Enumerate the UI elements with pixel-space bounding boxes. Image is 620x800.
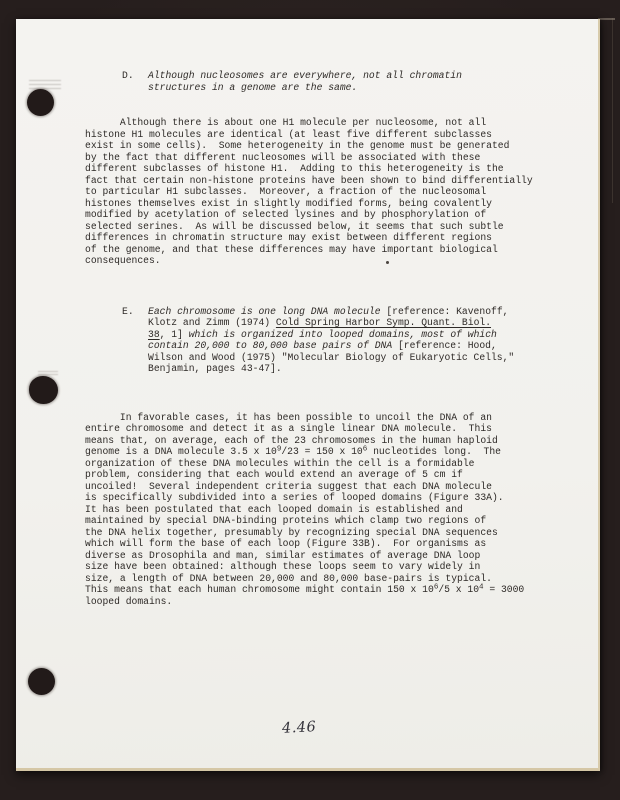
text-line: [85, 198, 575, 210]
hole-punch: [28, 668, 55, 695]
text-line: [85, 163, 575, 175]
text-segment: [reference: Hood,: [392, 340, 497, 351]
heading-E: [122, 306, 575, 375]
text-segment: modified by acetylation of selected lysines and by phosphorylation of: [85, 209, 487, 220]
document-blocks: [85, 70, 575, 607]
heading-E-lines: [148, 306, 575, 375]
text-line: [85, 423, 575, 435]
text-segment: , 1]: [159, 328, 189, 340]
text-segment: differences in chromatin structure may exist between different regions: [85, 232, 492, 243]
text-line: [85, 481, 575, 493]
text-segment: uncoiled! Several independent criteria suggest that each DNA molecule: [85, 480, 492, 492]
text-segment: It has been postulated that each looped domain is established and: [85, 503, 463, 515]
text-line: [85, 232, 575, 244]
text-line: [85, 596, 575, 608]
text-segment: to particular H1 subclasses. Moreover, a fraction of the nucleosomal: [85, 186, 487, 197]
text-segment: fact that certain non-histone proteins have been shown to bind differentially: [85, 174, 533, 186]
text-line: [148, 363, 575, 375]
text-line: [85, 458, 575, 470]
text-line: [85, 550, 575, 562]
text-segment: is specifically subdivided into a series of looped domains (Figure 33A).: [85, 492, 504, 503]
text-segment: which is organized into looped domains, most of which: [188, 328, 497, 340]
text-segment: consequences.: [85, 255, 161, 266]
scan-smudge: [38, 371, 58, 375]
heading-E-label: E.: [122, 305, 134, 317]
text-segment: This means that each human chromosome might contain 150 x 10: [85, 584, 434, 595]
text-line: [85, 117, 575, 129]
text-segment: of the genome, and that these differences may have important biological: [85, 243, 498, 255]
text-segment: Each chromosome is one long DNA molecule: [148, 305, 381, 317]
heading-D: [122, 70, 575, 93]
text-line: [85, 492, 575, 504]
superscript: 4: [479, 583, 484, 592]
text-line: [148, 306, 575, 318]
text-segment: Although nucleosomes are everywhere, not all chromatin: [148, 70, 462, 81]
text-line: [85, 186, 575, 198]
text-segment: organization of these DNA molecules within the cell is a formidable: [85, 457, 475, 469]
text-segment: [reference: Kavenoff,: [380, 305, 509, 317]
text-segment: entire chromosome and detect it as a single linear DNA molecule. This: [85, 423, 492, 434]
text-line: [85, 515, 575, 527]
text-line: [148, 317, 575, 329]
text-segment: size have been obtained: although these loops seem to vary widely in: [85, 561, 481, 572]
hole-punch: [29, 376, 58, 404]
text-segment: selected serines. As will be discussed below, it seems that such subtle: [85, 220, 504, 232]
text-line: [85, 412, 575, 424]
text-line: [85, 527, 575, 539]
text-segment: problem, considering that each would extend an average of 5 cm if: [85, 469, 463, 480]
text-segment: genome is a DNA molecule 3.5 x 10: [85, 446, 277, 457]
text-line: [85, 152, 575, 164]
superscript: 6: [433, 583, 439, 592]
text-segment: the DNA helix together, presumably by recognizing special DNA sequences: [85, 526, 498, 538]
text-segment: nucleotides long. The: [367, 446, 501, 457]
text-segment: exist in some cells). Some heterogeneity in the genome must be generated: [85, 140, 510, 151]
text-segment: Benjamin, pages 43-47].: [148, 363, 282, 374]
page-number: 4.46: [281, 719, 317, 737]
text-segment: In favorable cases, it has been possible to uncoil the DNA of an: [85, 411, 492, 423]
text-line: [85, 561, 575, 573]
text-line: [85, 221, 575, 233]
text-line: [85, 584, 575, 596]
superscript: 9: [276, 445, 282, 454]
text-segment: means that, on average, each of the 23 chromosomes in the human haploid: [85, 434, 498, 446]
text-segment: /23 = 150 x 10: [281, 446, 363, 457]
text-segment: which will form the base of each loop (Figure 33B). For organisms as: [85, 538, 487, 549]
paragraph-1: [85, 117, 575, 267]
text-line: [85, 504, 575, 516]
text-line: [85, 244, 575, 256]
text-line: [85, 538, 575, 550]
text-line: [148, 70, 575, 82]
text-segment: 38: [148, 328, 160, 340]
text-segment: by the fact that different nucleosomes will be associated with these: [85, 151, 481, 163]
text-segment: /5 x 10: [438, 584, 480, 595]
text-line: [85, 573, 575, 585]
heading-D-label: D.: [122, 70, 134, 81]
text-segment: maintained by special DNA-binding proteins which clamp two regions of: [85, 515, 487, 526]
sheet-behind-side-edge: [612, 18, 613, 203]
heading-D-lines: [148, 70, 575, 93]
text-line: [148, 329, 575, 341]
text-line: [148, 340, 575, 352]
text-line: [85, 255, 575, 267]
text-line: [85, 140, 575, 152]
text-segment: histones themselves exist in slightly modified forms, being covalently: [85, 197, 492, 209]
text-segment: contain 20,000 to 80,000 base pairs of DNA: [148, 340, 393, 351]
text-line: [85, 209, 575, 221]
document-page: [16, 19, 600, 771]
hole-punch: [27, 89, 54, 116]
superscript: 6: [362, 445, 368, 454]
text-segment: different subclasses of histone H1. Adding to this heterogeneity is the: [85, 163, 504, 174]
text-line: [85, 129, 575, 141]
text-segment: Although there is about one H1 molecule per nucleosome, not all: [85, 117, 487, 128]
text-segment: looped domains.: [85, 595, 173, 607]
text-line: [85, 175, 575, 187]
text-line: [85, 469, 575, 481]
text-line: [148, 352, 575, 364]
text-line: [148, 82, 575, 94]
paragraph-2: [85, 412, 575, 608]
text-segment: Cold Spring Harbor Symp. Quant. Biol.: [275, 317, 492, 328]
text-segment: Klotz and Zimm (1974): [148, 317, 276, 328]
text-line: [85, 446, 575, 458]
text-segment: structures in a genome are the same.: [148, 81, 358, 93]
scan-smudge: [29, 80, 61, 89]
text-segment: Wilson and Wood (1975) "Molecular Biology of Eukaryotic Cells,": [148, 351, 515, 363]
text-segment: diverse as Drosophila and man, similar estimates of average DNA loop: [85, 549, 481, 561]
text-segment: = 3000: [483, 584, 525, 595]
text-segment: histone H1 molecules are identical (at least five different subclasses: [85, 128, 492, 140]
text-line: [85, 435, 575, 447]
text-segment: size, a length of DNA between 20,000 and 80,000 base-pairs is typical.: [85, 572, 492, 584]
